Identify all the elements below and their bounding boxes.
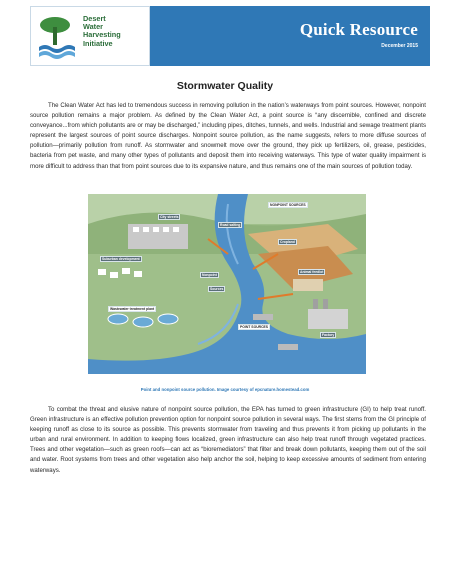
logo-line-2: Water — [83, 22, 104, 32]
logo-text — [83, 15, 151, 48]
page-title: Stormwater Quality — [176, 80, 274, 92]
banner-date: December 2015 — [381, 43, 418, 49]
label-animal-feedlot: Animal feedlot — [300, 270, 324, 274]
label-factory: Factory — [322, 333, 335, 337]
label-wastewater-treatment-plant: Wastewater treatment plant — [110, 307, 155, 311]
label-road-salting: Road salting — [220, 223, 241, 227]
label-nonpoint: Nonpoint — [202, 273, 217, 277]
label-nonpoint-sources: NONPOINT SOURCES — [270, 203, 306, 207]
pollution-illustration — [88, 194, 366, 374]
paragraph-green-infrastructure: To combat the threat and elusive nature of nonpoint source pollution, the EPA has turned to green infrastructure (GI) to help treat runoff. Green infrastructure is an effective pollution prevention option for nonpoint source pollution in several ways. The first stems from the GI principle of keeping runoff as close to its source as possible. This prevents stormwater from traveling and thus prevents it from picking up pollutants in the urban and rural environment. In addition to keeping flows localized, green infrastructure can also help treat runoff through vegetated practices. Trees and other vegetation—such as green roofs—can act as “bioremediators” that filter and break down pollutants, keeping them out of the soil and water. Root systems from trees and other vegetation also help anchor the soil, helping to keep excessive amounts of sediment from entering waterways. — [30, 406, 426, 474]
tree-water-logo-icon — [35, 13, 75, 61]
figure-caption: Point and nonpoint source pollution. Image courtesy of epcnature.homestead.com — [140, 387, 310, 392]
label-suburban-development: Suburban development — [102, 257, 140, 261]
logo-line-4: Initiative — [83, 38, 113, 48]
logo — [30, 6, 150, 66]
header-banner — [30, 6, 430, 66]
pollution-illustration-image — [88, 194, 366, 374]
logo-line-1: Desert — [83, 14, 106, 23]
banner-bar — [150, 6, 430, 66]
label-cropland: Cropland — [280, 240, 295, 244]
label-city-streets: City streets — [160, 215, 179, 219]
label-point-sources: POINT SOURCES — [240, 325, 269, 329]
banner-title: Quick Resource — [299, 20, 418, 39]
label-sources: Sources — [210, 287, 224, 291]
paragraph-intro: The Clean Water Act has led to tremendous success in removing pollution in the nation’s waterways from point sources. However, nonpoint source pollution remains a major problem. As defined by the Clean Water Act, a point source is “any discernible, confined and discrete conveyance...from which pollutants are or may be discharged,” including pipes, ditches, tunnels, and wells. Industrial and sewage treatment plants represent the largest sources of point source discharges. Nonpoint source pollution, as the name suggests, refers to more diffuse sources of pollution—primarily pollution from runoff. As stormwater and snowmelt move over the ground, they pick up fertilizers, oil, grease, pesticides, bacteria from pet waste, and many other types of pollutants and deposit them into receiving waterways. This type of water quality impairment is more difficult to address than that from point sources due to its expansive nature, and thus remains one of the main sources of pollution today. — [30, 102, 426, 170]
logo-line-3: Harvesting — [83, 30, 121, 40]
